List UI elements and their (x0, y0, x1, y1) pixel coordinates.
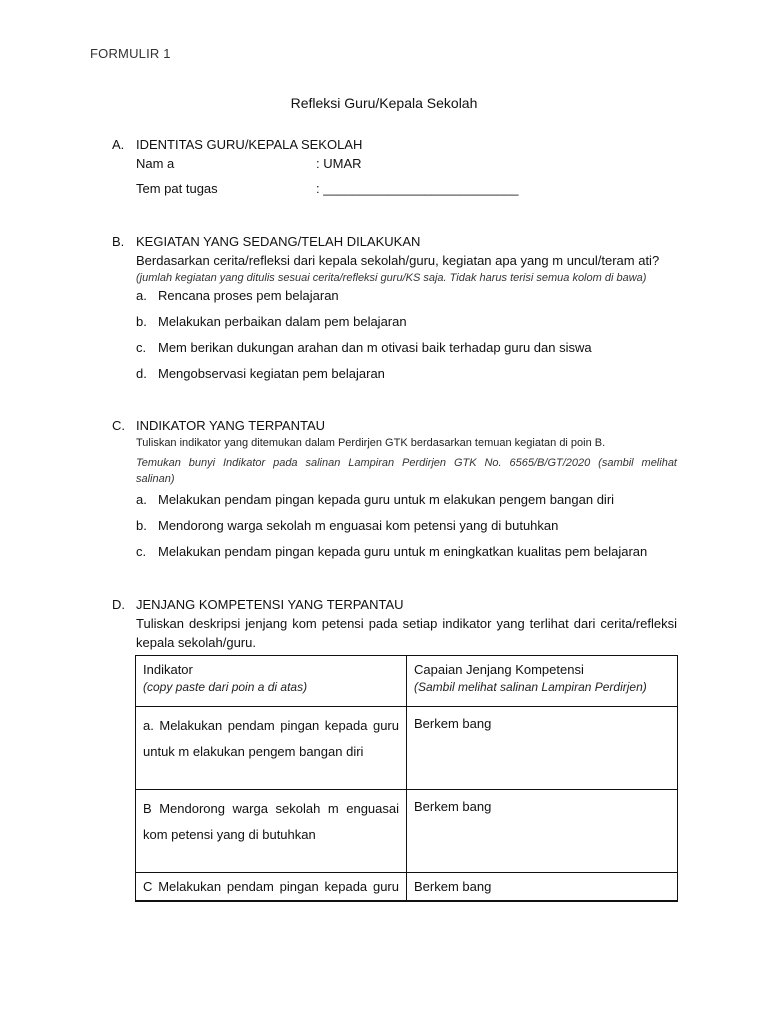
level-value: Berkem bang (414, 716, 492, 731)
table-row (136, 873, 678, 902)
section-c-heading: INDIKATOR YANG TERPANTAU (136, 418, 326, 433)
table-row (136, 790, 678, 873)
list-item-letter: b. (136, 314, 147, 329)
level-cell (407, 790, 678, 873)
competency-table (135, 655, 678, 902)
page-title: Refleksi Guru/Kepala Sekolah (290, 95, 478, 111)
list-item: Melakukan perbaikan dalam pem belajaran (158, 314, 407, 329)
indicator-text: B Mendorong warga sekolah m enguasai (143, 801, 399, 816)
place-label: Tem pat tugas (136, 181, 218, 196)
table-header-row (136, 656, 678, 707)
level-value: Berkem bang (414, 799, 492, 814)
section-b-instruction: Berdasarkan cerita/refleksi dari kepala sekolah/guru, kegiatan apa yang m uncul/teram ati? (136, 253, 660, 268)
list-item-letter: d. (136, 366, 147, 381)
list-item: Melakukan pendam pingan kepada guru untuk m eningkatkan kualitas pem belajaran (158, 544, 648, 559)
section-c-instruction: Tuliskan indikator yang ditemukan dalam Perdirjen GTK berdasarkan temuan kegiatan di poin B. (136, 437, 606, 449)
list-item: Rencana proses pem belajaran (158, 288, 339, 303)
section-d-heading: JENJANG KOMPETENSI YANG TERPANTAU (136, 597, 404, 612)
list-item-letter: a. (136, 288, 147, 303)
list-item: Mengobservasi kegiatan pem belajaran (158, 366, 385, 381)
section-d-instruction: Tuliskan deskripsi jenjang kom petensi pada setiap indikator yang terlihat dari cerita/refleksi (136, 616, 677, 631)
indicator-text: C Melakukan pendam pingan kepada guru (143, 879, 399, 894)
list-item-letter: c. (136, 340, 147, 355)
section-a-letter: A. (112, 137, 125, 152)
name-label: Nam a (136, 156, 175, 171)
section-d-letter: D. (112, 597, 125, 612)
list-item-letter: c. (136, 544, 147, 559)
section-d-instruction-cont: kepala sekolah/guru. (136, 635, 256, 650)
section-c-note: Temukan bunyi Indikator pada salinan Lampiran Perdirjen GTK No. 6565/B/GT/2020 (sambil melihat (136, 457, 677, 469)
level-value: Berkem bang (414, 879, 492, 894)
place-value: : ___________________________ (316, 181, 519, 196)
level-cell (407, 707, 678, 790)
table-row (136, 707, 678, 790)
list-item: Melakukan pendam pingan kepada guru untuk m elakukan pengem bangan diri (158, 492, 615, 507)
header-cell-level (407, 656, 678, 707)
indicator-text: a. Melakukan pendam pingan kepada guru (143, 718, 399, 733)
indicator-cell (136, 873, 407, 902)
section-c-letter: C. (112, 418, 125, 433)
header-cell-indicator (136, 656, 407, 707)
name-value: : UMAR (316, 156, 362, 171)
indicator-cell (136, 790, 407, 873)
indicator-text-cont: kom petensi yang di butuhkan (143, 827, 316, 842)
section-b-note: (jumlah kegiatan yang ditulis sesuai cerita/refleksi guru/KS saja. Tidak harus terisi semua kolom di bawa) (136, 272, 647, 284)
section-b-letter: B. (112, 234, 125, 249)
col-level-header: Capaian Jenjang Kompetensi (414, 662, 584, 677)
list-item-letter: b. (136, 518, 147, 533)
section-b-heading: KEGIATAN YANG SEDANG/TELAH DILAKUKAN (136, 234, 421, 249)
indicator-cell (136, 707, 407, 790)
list-item-letter: a. (136, 492, 147, 507)
form-label: FORMULIR 1 (90, 46, 171, 61)
col-level-sub: (Sambil melihat salinan Lampiran Perdirjen) (414, 680, 647, 694)
col-indicator-sub: (copy paste dari poin a di atas) (143, 680, 308, 694)
section-c-note-cont: salinan) (136, 473, 175, 485)
indicator-text-cont: untuk m elakukan pengem bangan diri (143, 744, 364, 759)
section-a-heading: IDENTITAS GURU/KEPALA SEKOLAH (136, 137, 363, 152)
list-item: Mem berikan dukungan arahan dan m otivasi baik terhadap guru dan siswa (158, 340, 592, 355)
list-item: Mendorong warga sekolah m enguasai kom petensi yang di butuhkan (158, 518, 559, 533)
col-indicator-header: Indikator (143, 662, 193, 677)
level-cell (407, 873, 678, 902)
